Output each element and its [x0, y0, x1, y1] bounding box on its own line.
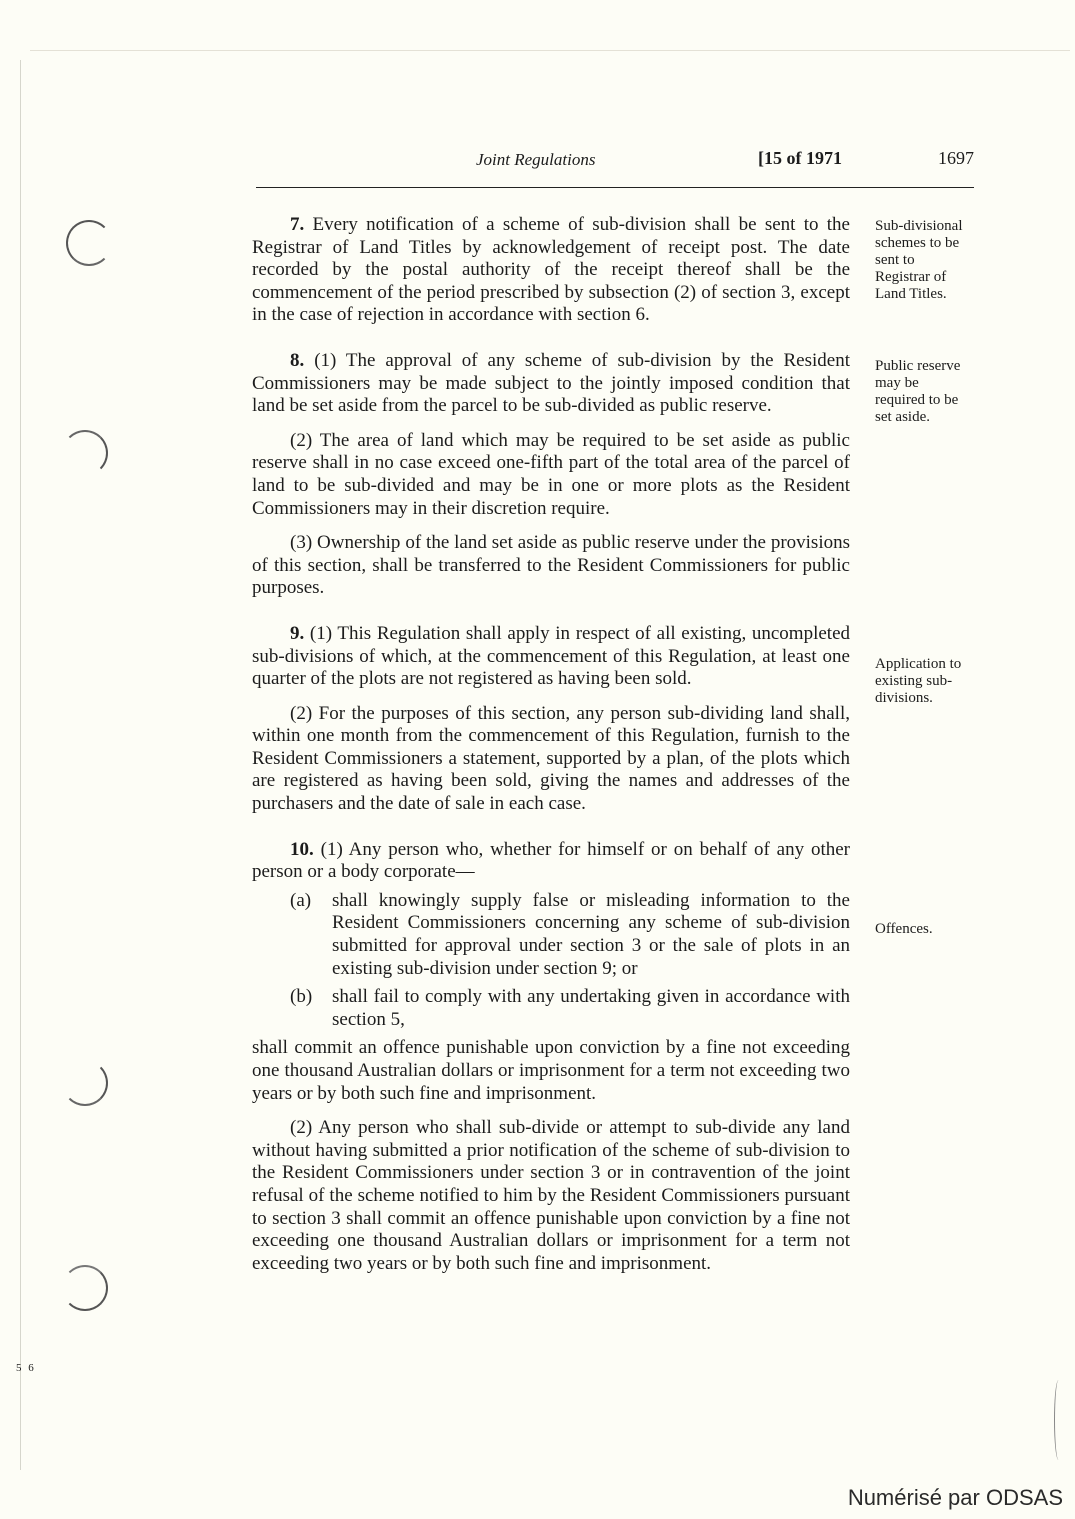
punch-hole — [62, 430, 108, 476]
item-text: shall fail to comply with any undertaking given in accordance with section 5, — [332, 986, 850, 1030]
list-item-a — [252, 890, 850, 980]
section-7 — [252, 214, 850, 327]
section-9-sub-1 — [252, 623, 850, 691]
section-8-sub-1 — [252, 350, 850, 418]
section-number: 10. — [290, 838, 314, 860]
page-edge-mark — [1054, 1380, 1063, 1460]
header-rule — [256, 187, 974, 188]
margin-note: Application to existing sub-divisions. — [875, 656, 962, 706]
section-8-sub-3: (3) Ownership of the land set aside as public reserve under the provisions of this section, shall be transferred to the Resident Commissioners for public purposes. — [252, 532, 850, 599]
margin-note: Sub-divisional schemes to be sent to Registrar of Land Titles. — [875, 218, 963, 302]
section-10-tail: shall commit an offence punishable upon conviction by a fine not exceeding one thousand Australian dollars or imprisonment for a term not exceeding two years or by both such fine and imprisonment. — [252, 1037, 850, 1104]
section-8-sub-2: (2) The area of land which may be required to be set aside as public reserve shall in no case exceed one-fifth part of the total area of the parcel of land to be sub-divided and may be in one or more plots as the Resident Commissioners may in their discretion require. — [252, 429, 850, 519]
section-number: 7. — [290, 214, 305, 235]
section-number: 8. — [290, 349, 305, 371]
item-text: shall knowingly supply false or misleading information to the Resident Commissioners concerning any scheme of sub-division submitted for approval under section 3 or the sale of plots in an existing sub-division under section 9; or — [332, 889, 850, 979]
punch-hole — [62, 1060, 108, 1106]
section-10-sub-1 — [252, 839, 850, 884]
page-left-edge — [20, 60, 21, 1470]
section-text: Every notification of a scheme of sub-division shall be sent to the Registrar of Land Titles by acknowledgement of receipt post. The date recorded by the postal authority of the receipt thereof shall be the commencement of the period prescribed by subsection (2) of section 3, except in the case of rejection in accordance with section 6. — [252, 214, 850, 326]
item-label: (a) — [290, 889, 312, 911]
page-number: 1697 — [938, 148, 974, 168]
running-header — [256, 148, 974, 176]
item-label: (b) — [290, 986, 313, 1008]
header-title: Joint Regulations — [476, 150, 596, 169]
page-top-edge — [30, 50, 1070, 51]
margin-note: Public reserve may be required to be set aside. — [875, 358, 961, 425]
section-10-sub-2: (2) Any person who shall sub-divide or attempt to sub-divide any land without having submitted a prior notification of the scheme of sub-division to the Resident Commissioners under section 3 or in contravention of the joint refusal of the scheme notified to him by the Resident Commissioners pursuant to section 3 shall commit an offence punishable upon conviction by a fine not exceeding one thousand Australian dollars or imprisonment for a term not exceeding two years or by both such fine and imprisonment. — [252, 1117, 850, 1274]
section-text: (1) This Regulation shall apply in respect of all existing, uncompleted sub-divisions of which, at the commencement of this Regulation, at least one quarter of the plots are not registered as having been sold. — [252, 622, 851, 690]
punch-hole — [62, 1265, 108, 1311]
corner-mark: 5 6 — [16, 1362, 36, 1374]
section-number: 9. — [290, 622, 305, 644]
regulation-body — [252, 214, 850, 1275]
section-text: (1) The approval of any scheme of sub-division by the Resident Commissioners may be made subject to the jointly imposed condition that land be set aside from the parcel to be sub-divided as public reserve. — [252, 349, 850, 417]
punch-hole — [66, 220, 112, 266]
section-text: (1) Any person who, whether for himself or on behalf of any other person or a body corporate— — [252, 838, 851, 883]
list-item-b — [252, 986, 850, 1031]
margin-note: Offences. — [875, 921, 933, 937]
header-act: [15 of 1971 — [758, 148, 842, 168]
scan-credit: Numérisé par ODSAS — [847, 1485, 1063, 1510]
section-9-sub-2: (2) For the purposes of this section, any person sub-dividing land shall, within one month from the commencement of this Regulation, furnish to the Resident Commissioners a statement, supported by a plan, of the plots which are registered as having been sold, giving the names and addresses of the purchasers and the date of sale in each case. — [252, 702, 850, 815]
